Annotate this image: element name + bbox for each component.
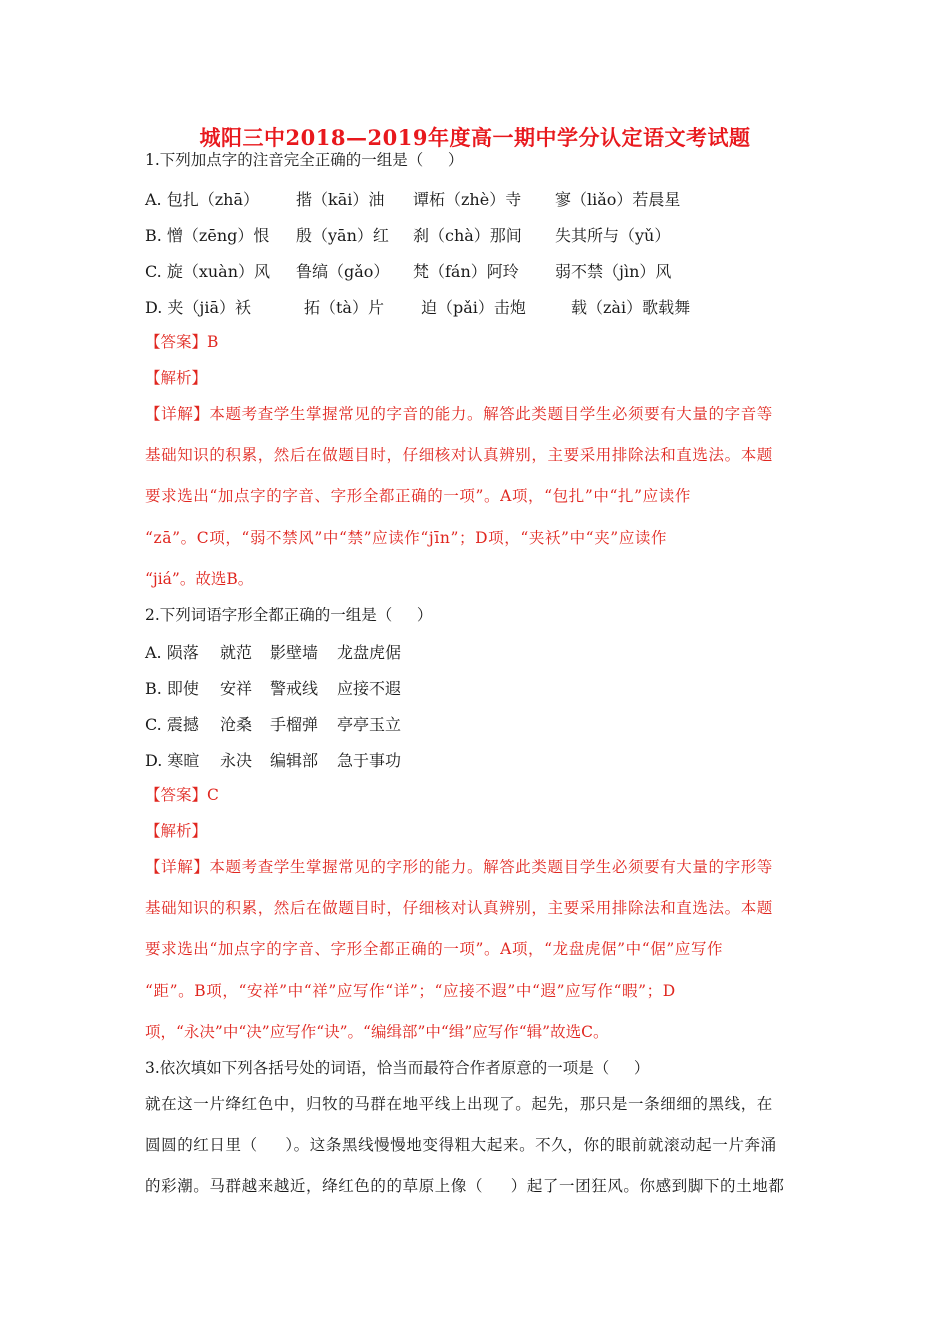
q1-option-a-2: 揩（kāi）油: [296, 190, 385, 209]
q1-detail-line-1: 【详解】本题考查学生掌握常见的字音的能力。解答此类题目学生必须要有大量的字音等: [145, 405, 773, 423]
q1-option-d-1: D. 夹（jiā）袄: [145, 298, 252, 317]
q2-option-a-2: 就范: [220, 643, 253, 662]
q2-option-d-4: 急于事功: [337, 751, 402, 770]
q1-option-a-3: 谭柘（zhè）寺: [413, 190, 522, 209]
q1-detail-line-3: 要求选出“加点字的字音、字形全都正确的一项”。A项，“包扎”中“扎”应读作: [145, 487, 691, 505]
q2-detail-line-3: 要求选出“加点字的字音、字形全都正确的一项”。A项，“龙盘虎倨”中“倨”应写作: [145, 940, 724, 958]
q2-option-c-1: C. 震撼: [145, 715, 199, 734]
q1-option-b-3: 刹（chà）那间: [413, 226, 522, 245]
q1-option-c-1: C. 旋（xuàn）风: [145, 262, 271, 281]
q2-option-c-4: 亭亭玉立: [337, 715, 402, 734]
q2-option-d-2: 永决: [220, 751, 253, 770]
q1-option-c-4: 弱不禁（jìn）风: [555, 262, 672, 281]
q1-option-c-3: 梵（fán）阿玲: [413, 262, 519, 281]
q2-detail-line-2: 基础知识的积累，然后在做题目时，仔细核对认真辨别，主要采用排除法和直选法。本题: [145, 899, 773, 917]
q2-detail-line-1: 【详解】本题考查学生掌握常见的字形的能力。解答此类题目学生必须要有大量的字形等: [145, 858, 773, 876]
q2-option-a-4: 龙盘虎倨: [337, 643, 402, 662]
q2-option-b-2: 安祥: [220, 679, 253, 698]
q1-analysis-label: 【解析】: [145, 369, 208, 387]
q2-detail-line-4: “距”。B项，“安祥”中“祥”应写作“详”；“应接不遐”中“遐”应写作“暇”；D: [145, 982, 676, 1000]
q2-option-c-2: 沧桑: [220, 715, 253, 734]
q1-option-b-2: 殷（yān）红: [296, 226, 389, 245]
page-title: 城阳三中2018—2019年度高一期中学分认定语文考试题: [199, 125, 751, 150]
q3-passage-line-2: 圆圆的红日里（ ）。这条黑线慢慢地变得粗大起来。不久，你的眼前就滚动起一片奔涌: [145, 1136, 777, 1154]
q2-analysis-label: 【解析】: [145, 822, 208, 840]
q2-option-d-3: 编辑部: [270, 751, 319, 770]
q1-option-b-4: 失其所与（yǔ）: [555, 226, 671, 245]
q1-stem: 1.下列加点字的注音完全正确的一组是（ ）: [145, 151, 464, 169]
q2-option-b-3: 警戒线: [270, 679, 319, 698]
q1-option-d-2: 拓（tà）片: [304, 298, 384, 317]
q1-option-a-1: A. 包扎（zhā）: [145, 190, 260, 209]
q3-passage-line-1: 就在这一片绛红色中，归牧的马群在地平线上出现了。起先，那只是一条细细的黑线，在: [145, 1095, 773, 1113]
q2-option-a-1: A. 陨落: [145, 643, 199, 662]
q1-detail-line-5: “jiá”。故选B。: [145, 570, 254, 588]
q1-option-c-2: 鲁缟（gǎo）: [296, 262, 390, 281]
q2-stem: 2.下列词语字形全都正确的一组是（ ）: [145, 606, 433, 624]
q2-detail-line-5: 项，“永决”中“决”应写作“诀”。“编缉部”中“缉”应写作“辑”故选C。: [145, 1023, 609, 1041]
q3-passage-line-3: 的彩潮。马群越来越近，绛红色的的草原上像（ ）起了一团狂风。你感到脚下的土地都: [145, 1177, 785, 1195]
q1-detail-line-2: 基础知识的积累，然后在做题目时，仔细核对认真辨别，主要采用排除法和直选法。本题: [145, 446, 773, 464]
q2-option-b-1: B. 即使: [145, 679, 199, 698]
q1-option-a-4: 寥（liǎo）若晨星: [555, 190, 681, 209]
q1-detail-line-4: “zā”。C项，“弱不禁风”中“禁”应读作“jīn”；D项，“夹袄”中“夹”应读作: [145, 529, 668, 547]
q1-option-b-1: B. 憎（zēng）恨: [145, 226, 270, 245]
q2-option-d-1: D. 寒暄: [145, 751, 200, 770]
q1-answer: 【答案】B: [145, 333, 219, 351]
q2-option-b-4: 应接不遐: [337, 679, 402, 698]
q1-option-d-4: 载（zài）歌载舞: [571, 298, 691, 317]
q3-stem: 3.依次填如下列各括号处的词语，恰当而最符合作者原意的一项是（ ）: [145, 1059, 650, 1077]
q2-option-c-3: 手榴弹: [270, 715, 319, 734]
q1-option-d-3: 迫（pǎi）击炮: [421, 298, 526, 317]
q2-answer: 【答案】C: [145, 786, 219, 804]
q2-option-a-3: 影壁墙: [270, 643, 319, 662]
